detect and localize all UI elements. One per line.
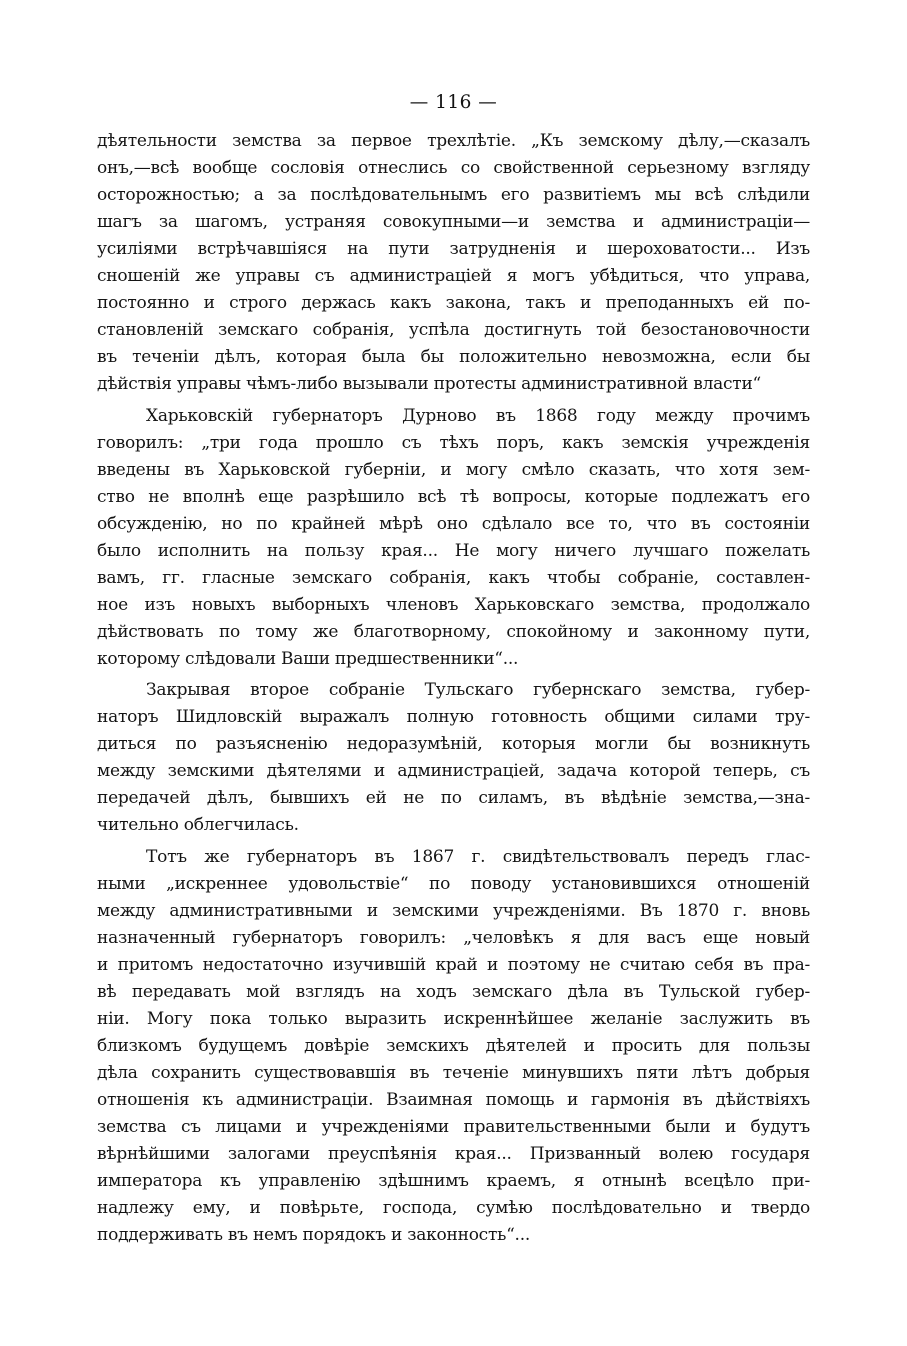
text-line: отношенія къ администраціи. Взаимная помощь и гармонія въ дѣйствіяхъ: [97, 1090, 810, 1110]
text-line: близкомъ будущемъ довѣріе земскихъ дѣятелей и просить для пользы: [97, 1036, 810, 1056]
text-line: Закрывая второе собраніе Тульскаго губернскаго земства, губер-: [146, 680, 810, 700]
text-line: вѣрнѣйшими залогами преуспѣянія края... Призванный волею государя: [97, 1144, 810, 1164]
text-line: вамъ, гг. гласные земскаго собранія, какъ чтобы собраніе, составлен-: [97, 568, 810, 588]
text-line: онъ,—всѣ вообще сословія отнеслись со свойственной серьезному взгляду: [97, 158, 810, 178]
text-line: диться по разъясненію недоразумѣній, которыя могли бы возникнуть: [97, 734, 810, 754]
text-line: ное изъ новыхъ выборныхъ членовъ Харьковскаго земства, продолжало: [97, 595, 810, 615]
text-line: было исполнить на пользу края... Не могу ничего лучшаго пожелать: [97, 541, 810, 561]
text-line: чительно облегчилась.: [97, 815, 299, 835]
text-line: дѣла сохранить существовавшія въ теченіе минувшихъ пяти лѣтъ добрыя: [97, 1063, 810, 1083]
text-line: наторъ Шидловскій выражалъ полную готовность общими силами тру-: [97, 707, 810, 727]
text-line: сношеній же управы съ администраціей я могъ убѣдиться, что управа,: [97, 266, 810, 286]
text-line: поддерживать въ немъ порядокъ и законность“...: [97, 1225, 531, 1245]
text-line: передачей дѣлъ, бывшихъ ей не по силамъ, въ вѣдѣніе земства,—зна-: [97, 788, 810, 808]
text-line: дѣйствовать по тому же благотворному, спокойному и законному пути,: [97, 622, 810, 642]
text-line: земства съ лицами и учрежденіями правительственными были и будутъ: [97, 1117, 810, 1137]
text-line: введены въ Харьковской губерніи, и могу смѣло сказать, что хотя зем-: [97, 460, 810, 480]
text-line: между земскими дѣятелями и администраціей, задача которой теперь, съ: [97, 761, 810, 781]
text-line: назначенный губернаторъ говорилъ: „человѣкъ я для васъ еще новый: [97, 928, 810, 948]
text-line: дѣйствія управы чѣмъ-либо вызывали протесты административной власти“: [97, 374, 761, 394]
text-line: говорилъ: „три года прошло съ тѣхъ поръ, какъ земскія учрежденія: [97, 433, 810, 453]
text-line: становленій земскаго собранія, успѣла достигнуть той безостановочности: [97, 320, 810, 340]
text-line: которому слѣдовали Ваши предшественники“...: [97, 649, 519, 669]
text-line: усиліями встрѣчавшіяся на пути затрудненія и шероховатости... Изъ: [97, 239, 810, 259]
text-line: надлежу ему, и повѣрьте, господа, сумѣю послѣдовательно и твердо: [97, 1198, 810, 1218]
text-line: вѣ передавать мой взглядъ на ходъ земскаго дѣла въ Тульской губер-: [97, 982, 810, 1002]
text-line: между административными и земскими учрежденіями. Въ 1870 г. вновь: [97, 901, 810, 921]
text-line: ніи. Могу пока только выразить искреннѣйшее желаніе заслужить въ: [97, 1009, 810, 1029]
text-line: императора къ управленію здѣшнимъ краемъ, я отнынѣ всецѣло при-: [97, 1171, 810, 1191]
text-line: постоянно и строго держась какъ закона, такъ и преподанныхъ ей по-: [97, 293, 810, 313]
text-line: ство не вполнѣ еще разрѣшило всѣ тѣ вопросы, которые подлежатъ его: [97, 487, 810, 507]
text-line: Харьковскій губернаторъ Дурново въ 1868 году между прочимъ: [146, 406, 810, 426]
text-line: ными „искреннее удовольствіе“ по поводу установившихся отношеній: [97, 874, 810, 894]
text-line: въ теченіи дѣлъ, которая была бы положительно невозможна, если бы: [97, 347, 810, 367]
text-line: Тотъ же губернаторъ въ 1867 г. свидѣтельствовалъ передъ глас-: [146, 847, 810, 867]
text-line: дѣятельности земства за первое трехлѣтіе. „Къ земскому дѣлу,—сказалъ: [97, 131, 810, 151]
text-line: и притомъ недостаточно изучившій край и поэтому не считаю себя въ пра-: [97, 955, 810, 975]
text-line: обсужденію, но по крайней мѣрѣ оно сдѣлало все то, что въ состояніи: [97, 514, 810, 534]
page-number: — 116 —: [409, 92, 498, 113]
text-line: осторожностью; а за послѣдовательнымъ его развитіемъ мы всѣ слѣдили: [97, 185, 810, 205]
text-line: шагъ за шагомъ, устраняя совокупными—и земства и администраціи—: [97, 212, 810, 232]
